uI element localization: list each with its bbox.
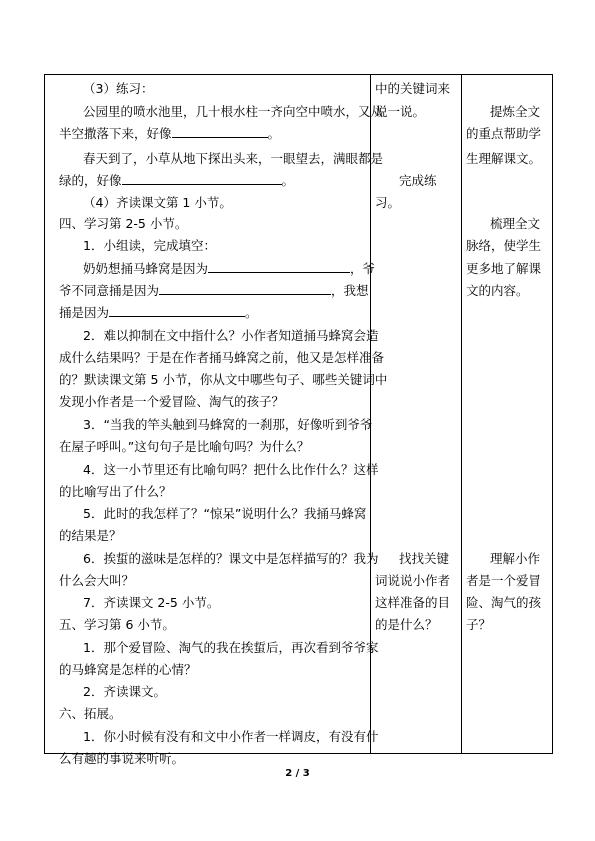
student-activity-cell: [371, 75, 462, 754]
text-line: 在屋子呼叫。”这句句子是比喻句吗？为什么？: [59, 439, 310, 454]
text-line: 子？: [466, 617, 492, 632]
fill-blank: [208, 261, 350, 273]
text-line: 提炼全文: [490, 104, 541, 119]
lesson-plan-table: [44, 74, 553, 766]
text-line: 春天到了，小草从地下探出头来，一眼望去，满眼都是: [83, 151, 384, 166]
text-line: 的结果是？: [59, 528, 122, 543]
text-line: 什么会大叫？: [59, 573, 135, 588]
text-line: 发现小作者是一个爱冒险、淘气的孩子？: [59, 394, 285, 409]
text-line: 这样准备的目: [375, 595, 451, 610]
text-line: 词说说小作者: [375, 573, 451, 588]
text-line: 6．挨蜇的滋味是怎样的？课文中是怎样描写的？我为: [83, 551, 379, 566]
text-line: （4）齐读课文第 1 小节。: [83, 195, 232, 210]
page-number: 2 / 3: [285, 768, 310, 779]
text-line: （3）练习：: [83, 81, 154, 96]
text-line: 1．你小时候有没有和文中小作者一样调皮，有没有什: [83, 729, 379, 744]
text-line: 文的内容。: [466, 283, 529, 298]
text-line: 说一说。: [375, 104, 426, 119]
fill-blank: [159, 283, 331, 295]
fill-blank: [122, 173, 282, 185]
text-line: 1．小组读，完成填空：: [83, 238, 216, 253]
text-line: 更多地了解课: [466, 261, 542, 276]
text-line: 理解小作: [490, 551, 541, 566]
text-line: 2．难以抑制在文中指什么？小作者知道捅马蜂窝会造: [83, 328, 379, 343]
text-line: 奶奶想捅马蜂窝是因为 ，爷: [83, 261, 376, 276]
text-line: 的比喻写出了什么？: [59, 484, 172, 499]
text-line: 半空撒落下来，好像 。: [59, 126, 281, 141]
text-line: 梳理全文: [490, 216, 541, 231]
text-line: 找找关键: [399, 551, 450, 566]
text-line: 的重点帮助学: [466, 126, 542, 141]
text-line: 公园里的喷水池里，几十根水柱一齐向空中喷水，又从: [83, 104, 384, 119]
text-line: 生理解课文。: [466, 151, 542, 166]
section-heading: 六、拓展。: [59, 706, 122, 721]
text-line: 习。: [375, 195, 401, 210]
text-line: 4．这一小节里还有比喻句吗？把什么比作什么？这样: [83, 462, 379, 477]
text-line: 爷不同意捅是因为 ，我想: [59, 283, 369, 298]
text-line: 完成练: [399, 173, 437, 188]
text-line: 2．齐读课文。: [83, 684, 166, 699]
text-line: 7．齐读课文 2-5 小节。: [83, 595, 220, 610]
text-line: 脉络，使学生: [466, 238, 542, 253]
teaching-process-cell: [45, 75, 388, 766]
design-intent-cell: [462, 75, 553, 754]
text-line: 的马蜂窝是怎样的心情？: [59, 662, 197, 677]
table-row: [45, 75, 553, 754]
text-line: 绿的，好像 。: [59, 173, 295, 188]
text-line: 成什么结果吗？于是在作者捅马蜂窝之前，他又是怎样准备: [59, 350, 385, 365]
text-line: 捅是因为 。: [59, 305, 258, 320]
section-heading: 四、学习第 2-5 小节。: [59, 216, 188, 231]
section-heading: 五、学习第 6 小节。: [59, 617, 175, 632]
text-line: 5．此时的我怎样了？“惊呆”说明什么？我捅马蜂窝: [83, 506, 367, 521]
text-line: 者是一个爱冒: [466, 573, 542, 588]
text-line: 1．那个爱冒险、淘气的我在挨蜇后，再次看到爷爷家: [83, 640, 379, 655]
text-line: 3．“当我的竿头触到马蜂窝的一刹那，好像听到爷爷: [83, 417, 373, 432]
text-line: 险、淘气的孩: [466, 595, 542, 610]
fill-blank: [172, 126, 268, 138]
fill-blank: [109, 305, 245, 317]
text-line: 中的关键词来: [375, 81, 451, 96]
text-line: 么有趣的事说来听听。: [59, 751, 185, 766]
text-line: 的是什么？: [375, 617, 438, 632]
text-line: 的？默读课文第 5 小节，你从文中哪些句子、哪些关键词中: [59, 372, 388, 387]
